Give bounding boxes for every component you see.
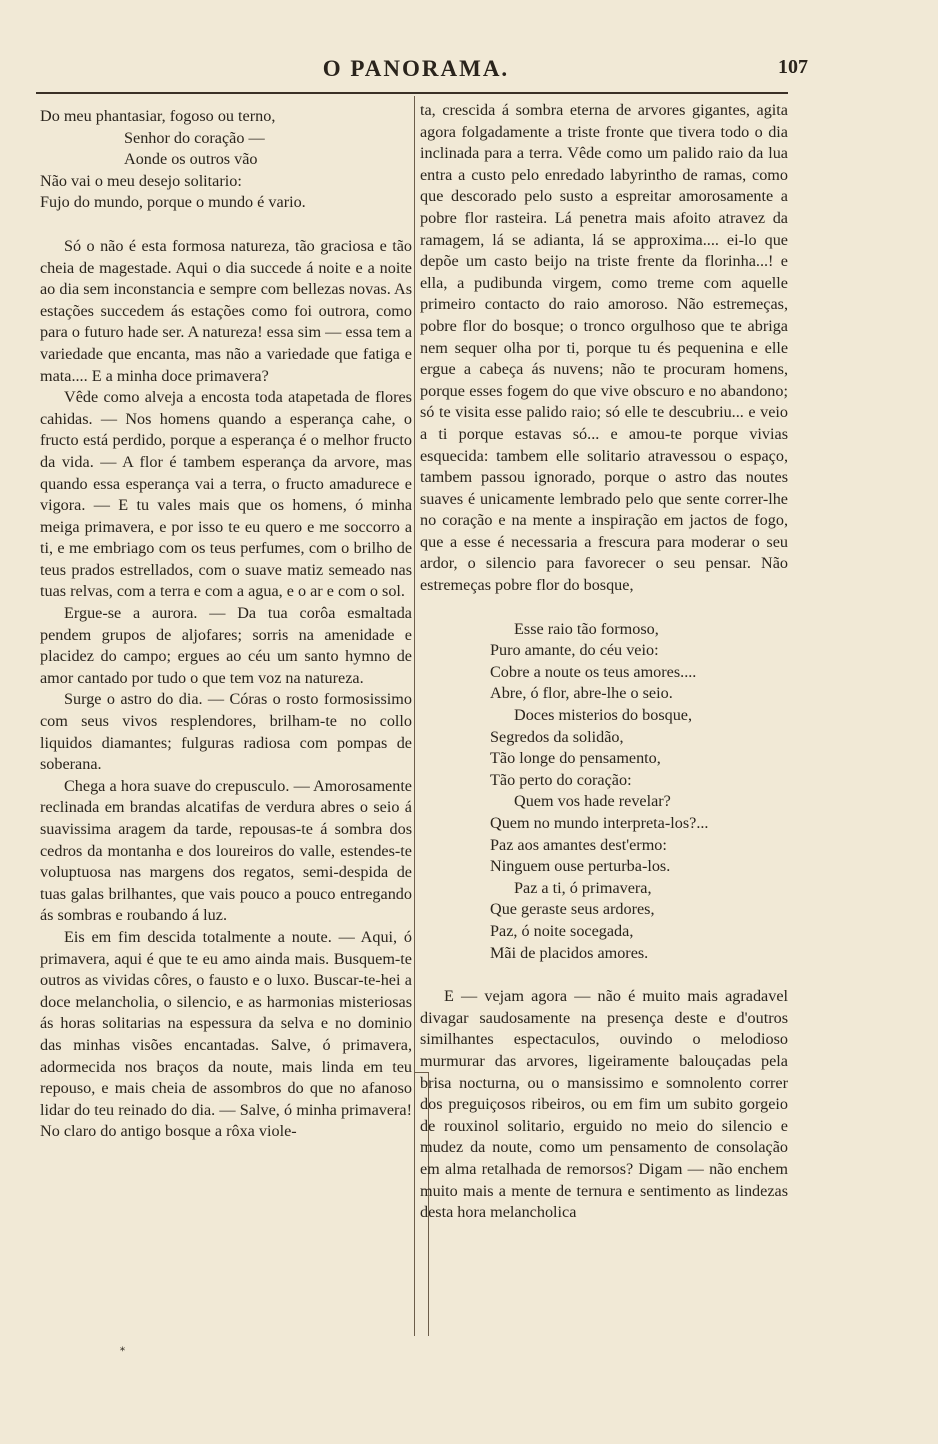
poem-line: Do meu phantasiar, fogoso ou terno,: [40, 107, 276, 125]
poem-line: Ninguem ouse perturba-los.: [490, 857, 671, 876]
poem-line: Abre, ó flor, abre-lhe o seio.: [490, 684, 673, 703]
poem-line: Paz a ti, ó primavera,: [514, 878, 652, 897]
poem-line: Não vai o meu desejo solitario:: [40, 171, 242, 190]
poem-line: Paz, ó noite socegada,: [490, 921, 634, 940]
right-poem: [420, 619, 788, 965]
poem-line: Segredos da solidão,: [490, 727, 624, 746]
right-column: [420, 100, 788, 1224]
poem-line: Quem vos hade revelar?: [514, 792, 671, 811]
footer-asterisk: *: [120, 1346, 125, 1357]
poem-line: Cobre a noute os teus amores....: [490, 662, 697, 681]
publication-title: O PANORAMA.: [322, 56, 510, 81]
column-divider: [414, 96, 415, 1336]
paragraph: Ergue-se a aurora. — Da tua corôa esmaltada pendem grupos de aljofares; sorris na amenidade e placidez do campo; ergues ao céu um santo hymno de amor cantado por tudo o que tem voz na natureza.: [40, 604, 412, 687]
page-header: [36, 56, 808, 86]
poem-line: Esse raio tão formoso,: [514, 619, 659, 638]
paragraph: E — vejam agora — não é muito mais agradavel divagar saudosamente na presença deste e d'outros similhantes espectaculos, ouvindo o melodioso murmurar das arvores, ligeiramente balouçadas pela brisa nocturna, ou o mansissimo e somnolento correr dos preguiçosos ribeiros, ou em fim um subito gorgeio de rouxinol solitario, erguido no meio do silencio e mudez da noute, como um pensamento de consolação em alma retalhada de remorsos? Digam — não enchem muito mais a mente de ternura e sentimento as lindezas desta hora melancholica: [420, 987, 788, 1222]
page-number: 107: [778, 56, 808, 78]
poem-line: Fujo do mundo, porque o mundo é vario.: [40, 193, 306, 212]
spacer: [40, 214, 412, 236]
poem-line: Paz aos amantes dest'ermo:: [490, 835, 667, 854]
left-column: [40, 106, 412, 1143]
header-rule: [36, 92, 788, 94]
left-poem: [40, 106, 412, 214]
poem-line: Senhor do coração —: [124, 128, 265, 147]
poem-line: Que geraste seus ardores,: [490, 900, 655, 919]
poem-line: Doces misterios do bosque,: [514, 706, 693, 725]
paragraph: Só o não é esta formosa natureza, tão graciosa e tão cheia de magestade. Aqui o dia succede á noite e a noite ao dia sem inconstancia e sempre com bellezas novas. As estações succedem ás estações como foi outrora, como para o futuro hade ser. A natureza! essa sim — essa tem a variedade que encanta, mas não a variedade que fatiga e mata.... E a minha doce primavera?: [40, 236, 412, 385]
poem-line: Tão longe do pensamento,: [490, 749, 661, 768]
paragraph: Eis em fim descida totalmente a noute. — Aqui, ó primavera, aqui é que te eu amo ainda mais. Busquem-te outros as vividas côres, o fausto e o luxo. Buscar-te-hei a doce melancholia, o silencio, e as harmonias misteriosas ás horas solitarias na espessura da selva e no dominio das minhas visões encantadas. Salve, ó primavera, adormecida nos braços da noute, mais linda em teu repouso, e mais cheia de assombros do que no afanoso lidar do teu reinado do dia. — Salve, ó minha primavera! No claro do antigo bosque a rôxa viole-: [40, 927, 412, 1141]
spacer: [420, 597, 788, 619]
poem-line: Mãi de placidos amores.: [490, 943, 649, 962]
spacer: [420, 964, 788, 986]
paragraph: Chega a hora suave do crepusculo. — Amorosamente reclinada em brandas alcatifas de verdura abres o seio á suavissima aragem da tarde, repousas-te á sombra dos cedros da montanha e dos loureiros do valle, estendes-te voluptuosa nas margens dos regatos, semi-despida de tuas galas brilhantes, que vais pouco a pouco entregando ás sombras e roubando á luz.: [40, 776, 412, 925]
poem-line: Quem no mundo interpreta-los?...: [490, 814, 709, 832]
paragraph: ta, crescida á sombra eterna de arvores gigantes, agita agora folgadamente a triste fronte que tivera todo o dia inclinada para a terra. Vêde como um palido raio da lua entra a custo pelo enredado labyrintho de ramas, como que descorado pelo susto a espreitar amorosamente a pobre flor rasteira. Lá penetra mais afoito atravez da ramagem, lá se adianta, lá se approxima.... ei-lo que depõe um casto beijo na triste frente da florinha...! e ella, a pudibunda virgem, como treme com aquelle primeiro contacto do raio amoroso. Não estremeças, pobre flor do bosque; o tronco orgulhoso que te abriga nem sequer olha por ti, porque tu és pequenina e elle ergue a cabeça ás nuvens; não te procuram homens, porque esses fogem do que vive obscuro e no abandono; só te visita esse palido raio; só elle te descubriu... e veio a ti porque estavas só... e amou-te porque vivias esquecida: tambem elle solitario atravessou o espaço, tambem passou ignorado, porque o astro das noutes suaves é unicamente lembrado pelo que sente correr-lhe no coração e na mente a inspiração em jactos de fogo, que a esse é necessaria a frescura para moderar o seu ardor, o silencio para favorecer o seu pensar. Não estremeças pobre flor do bosque,: [420, 101, 788, 595]
poem-line: Tão perto do coração:: [490, 770, 632, 789]
poem-line: Puro amante, do céu veio:: [490, 641, 659, 660]
paragraph: Surge o astro do dia. — Córas o rosto formosissimo com seus vivos resplendores, brilham-te no collo liquidos diamantes; fulguras radiosa com pompas de soberana.: [40, 690, 412, 774]
paragraph: Vêde como alveja a encosta toda atapetada de flores cahidas. — Nos homens quando a esperança cahe, o fructo está perdido, porque a esperança é o melhor fructo da vida. — A flor é tambem esperança da arvore, mas quando essa esperança vai a terra, o fructo amadurece e vigora. — E tu vales mais que os homens, ó minha meiga primavera, e por isso te eu quero e me soccorro a ti, e me embriago com os teus perfumes, com o brilho de teus prados estrellados, com o suave matiz semeado nas tuas relvas, com a terra e com a agua, e o ar e com o sol.: [40, 388, 412, 601]
poem-line: Aonde os outros vão: [124, 150, 258, 169]
